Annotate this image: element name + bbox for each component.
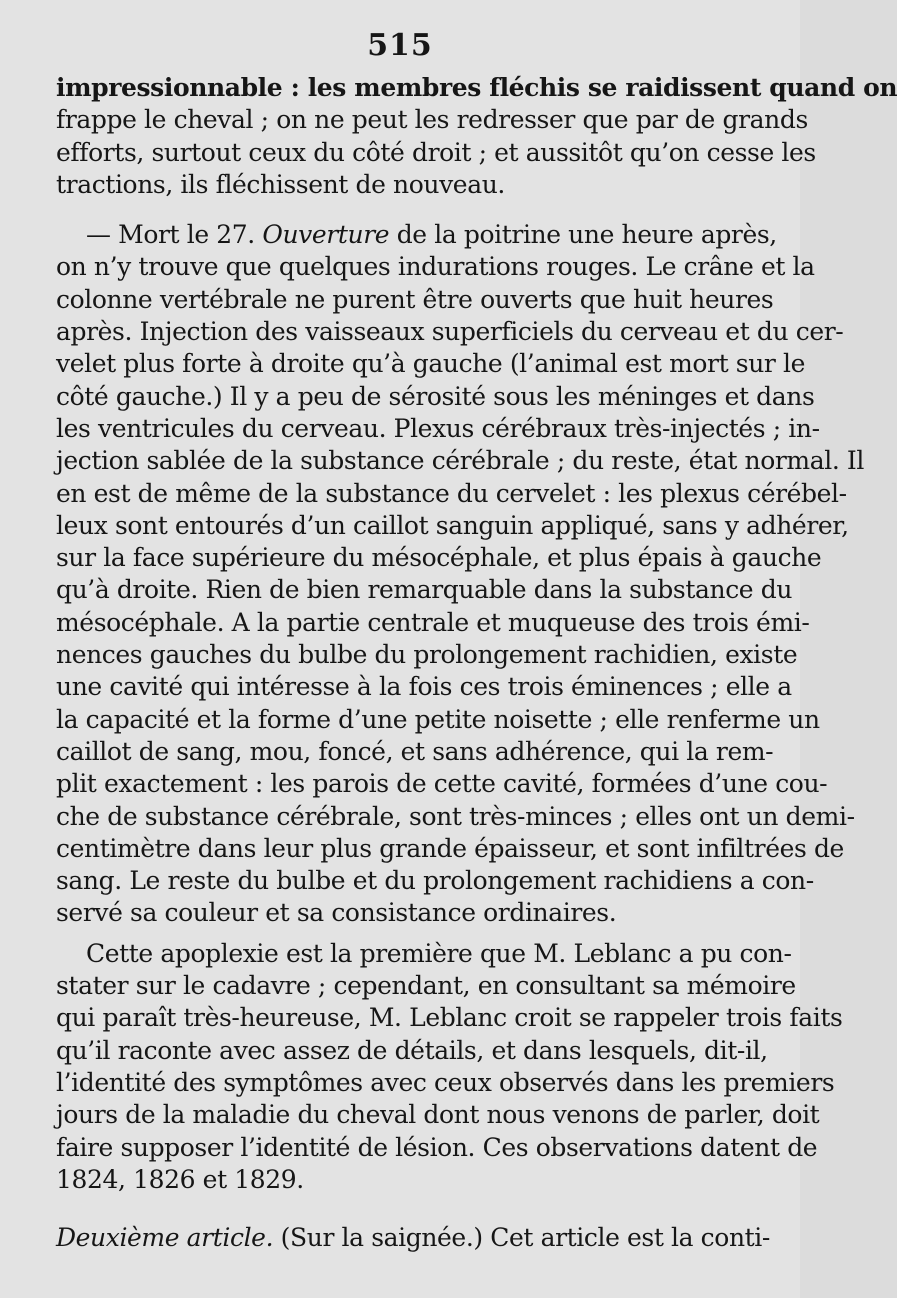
text-line: on n’y trouve que quelques indurations rouges. Le crâne et la (56, 252, 815, 282)
text-line: Cette apoplexie est la première que M. Leblanc a pu con- (86, 938, 792, 968)
text-line: jection sablée de la substance cérébrale ; du reste, état normal. Il (56, 446, 864, 476)
text-line: sang. Le reste du bulbe et du prolongement rachidiens a con- (56, 866, 814, 896)
text-line: nences gauches du bulbe du prolongement rachidien, existe (56, 640, 798, 670)
paragraph-gap (56, 930, 762, 938)
text-line: che de substance cérébrale, sont très-minces ; elles ont un demi- (56, 801, 855, 831)
page-number: 515 (367, 28, 433, 63)
text-line: 1824, 1826 et 1829. (56, 1164, 304, 1194)
text-line: une cavité qui intéresse à la fois ces trois éminences ; elle a (56, 672, 792, 702)
paragraph-gap (56, 1196, 762, 1222)
text-line: en est de même de la substance du cervelet : les plexus cérébel- (56, 478, 847, 508)
body-text (56, 72, 897, 1254)
text-line: velet plus forte à droite qu’à gauche (l’animal est mort sur le (56, 349, 806, 379)
text-line: qui paraît très-heureuse, M. Leblanc croit se rappeler trois faits (56, 1003, 843, 1033)
text-line: servé sa couleur et sa consistance ordinaires. (56, 898, 617, 928)
text-line: l’identité des symptômes avec ceux observés dans les premiers (56, 1067, 835, 1097)
text-line: efforts, surtout ceux du côté droit ; et aussitôt qu’on cesse les (56, 137, 816, 167)
text-line: tractions, ils fléchissent de nouveau. (56, 169, 505, 199)
text-line: — Mort le 27. Ouverture de la poitrine une heure après, (86, 220, 777, 250)
text-line: les ventricules du cerveau. Plexus cérébraux très-injectés ; in- (56, 413, 820, 443)
text-line: stater sur le cadavre ; cependant, en consultant sa mémoire (56, 971, 796, 1001)
text-line: la capacité et la forme d’une petite noisette ; elle renferme un (56, 704, 820, 734)
text-line: faire supposer l’identité de lésion. Ces observations datent de (56, 1132, 818, 1162)
text-line: qu’à droite. Rien de bien remarquable dans la substance du (56, 575, 793, 605)
text-line: Deuxième article. (Sur la saignée.) Cet article est la conti- (56, 1223, 770, 1253)
text-line: sur la face supérieure du mésocéphale, et plus épais à gauche (56, 543, 822, 573)
text-line: impressionnable : les membres fléchis se raidissent quand on (56, 73, 897, 102)
text-line: caillot de sang, mou, foncé, et sans adhérence, qui la rem- (56, 736, 774, 766)
text-line: jours de la maladie du cheval dont nous venons de parler, doit (56, 1100, 820, 1130)
text-line: après. Injection des vaisseaux superficiels du cerveau et du cer- (56, 317, 844, 347)
text-line: colonne vertébrale ne purent être ouverts que huit heures (56, 284, 774, 314)
text-line: mésocéphale. A la partie centrale et muqueuse des trois émi- (56, 607, 810, 637)
text-line: plit exactement : les parois de cette cavité, formées d’une cou- (56, 769, 828, 799)
text-line: côté gauche.) Il y a peu de sérosité sous les méninges et dans (56, 381, 815, 411)
text-line: qu’il raconte avec assez de détails, et dans lesquels, dit-il, (56, 1035, 768, 1065)
paragraph-gap (56, 201, 762, 219)
text-line: centimètre dans leur plus grande épaisseur, et sont infiltrées de (56, 833, 844, 863)
text-line: frappe le cheval ; on ne peut les redresser que par de grands (56, 105, 808, 135)
text-line: leux sont entourés d’un caillot sanguin appliqué, sans y adhérer, (56, 510, 849, 540)
